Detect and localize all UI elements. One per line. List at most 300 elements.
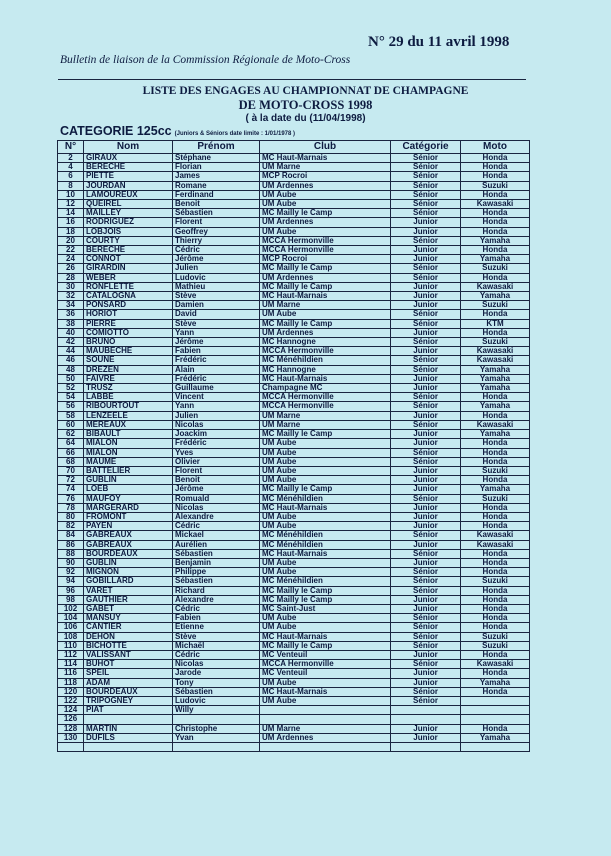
table-row bbox=[58, 292, 530, 301]
cell-categorie: Sénior bbox=[391, 531, 461, 540]
cell-club: MC Ménéhildien bbox=[260, 540, 391, 549]
cell-moto: Honda bbox=[461, 595, 530, 604]
cell-num: 94 bbox=[58, 577, 84, 586]
cell-club: MCCA Hermonville bbox=[260, 236, 391, 245]
cell-categorie: Sénior bbox=[391, 310, 461, 319]
cell-moto: Honda bbox=[461, 190, 530, 199]
table-row bbox=[58, 568, 530, 577]
cell-club: Champagne MC bbox=[260, 384, 391, 393]
cell-categorie: Sénior bbox=[391, 393, 461, 402]
cell-club: MCCA Hermonville bbox=[260, 246, 391, 255]
cell-nom: BUHOT bbox=[84, 660, 173, 669]
cell-categorie: Sénior bbox=[391, 577, 461, 586]
cell-club: MC Haut-Marnais bbox=[260, 374, 391, 383]
cell-num: 54 bbox=[58, 393, 84, 402]
cell-moto: Yamaha bbox=[461, 430, 530, 439]
cell-moto: Yamaha bbox=[461, 678, 530, 687]
cell-num: 18 bbox=[58, 227, 84, 236]
cell-moto: Suzuki bbox=[461, 641, 530, 650]
cell-nom bbox=[84, 743, 173, 752]
table-row bbox=[58, 356, 530, 365]
table-row bbox=[58, 678, 530, 687]
cell-num: 96 bbox=[58, 586, 84, 595]
cell-categorie: Junior bbox=[391, 347, 461, 356]
cell-club: UM Aube bbox=[260, 614, 391, 623]
cell-categorie: Junior bbox=[391, 246, 461, 255]
table-row bbox=[58, 604, 530, 613]
cell-num: 28 bbox=[58, 273, 84, 282]
cell-categorie: Sénior bbox=[391, 264, 461, 273]
cell-prenom: Yann bbox=[173, 328, 260, 337]
cell-num: 114 bbox=[58, 660, 84, 669]
title-line-3: ( à la date du (11/04/1998) bbox=[245, 113, 366, 124]
cell-moto: Honda bbox=[461, 623, 530, 632]
cell-nom: WEBER bbox=[84, 273, 173, 282]
cell-num: 56 bbox=[58, 402, 84, 411]
cell-moto: Yamaha bbox=[461, 292, 530, 301]
cell-nom: MANSUY bbox=[84, 614, 173, 623]
cell-club: UM Marne bbox=[260, 724, 391, 733]
cell-nom: SPEIL bbox=[84, 669, 173, 678]
cell-club: UM Ardennes bbox=[260, 181, 391, 190]
cell-nom: RONFLETTE bbox=[84, 282, 173, 291]
cell-prenom: Thierry bbox=[173, 236, 260, 245]
cell-prenom: Alain bbox=[173, 365, 260, 374]
table-row bbox=[58, 577, 530, 586]
cell-nom: MAILLEY bbox=[84, 209, 173, 218]
cell-prenom: Yves bbox=[173, 448, 260, 457]
cell-club: MC Ménéhildien bbox=[260, 494, 391, 503]
cell-nom: PIAT bbox=[84, 706, 173, 715]
cell-moto bbox=[461, 715, 530, 724]
cell-nom: BERECHE bbox=[84, 163, 173, 172]
table-row bbox=[58, 558, 530, 567]
cell-club: MC Mailly le Camp bbox=[260, 319, 391, 328]
cell-prenom: Fabien bbox=[173, 614, 260, 623]
cell-club: MC Hannogne bbox=[260, 365, 391, 374]
cell-prenom: Vincent bbox=[173, 393, 260, 402]
table-row bbox=[58, 273, 530, 282]
cell-categorie: Sénior bbox=[391, 209, 461, 218]
cell-num: 14 bbox=[58, 209, 84, 218]
cell-nom: LENZEELE bbox=[84, 411, 173, 420]
cell-prenom: Nicolas bbox=[173, 660, 260, 669]
cell-nom: GABREAUX bbox=[84, 540, 173, 549]
cell-prenom: Stéphane bbox=[173, 154, 260, 163]
cell-categorie: Junior bbox=[391, 384, 461, 393]
cell-categorie: Sénior bbox=[391, 163, 461, 172]
cell-categorie: Sénior bbox=[391, 641, 461, 650]
cell-club: MCCA Hermonville bbox=[260, 347, 391, 356]
table-header-row bbox=[58, 141, 530, 154]
cell-nom: HORIOT bbox=[84, 310, 173, 319]
table-row bbox=[58, 163, 530, 172]
cell-categorie: Sénior bbox=[391, 448, 461, 457]
cell-categorie: Junior bbox=[391, 485, 461, 494]
table-row bbox=[58, 595, 530, 604]
cell-club: UM Aube bbox=[260, 466, 391, 475]
cell-categorie: Sénior bbox=[391, 632, 461, 641]
header-prenom: Prénom bbox=[173, 141, 260, 154]
cell-num: 50 bbox=[58, 374, 84, 383]
table-row bbox=[58, 347, 530, 356]
cell-num: 26 bbox=[58, 264, 84, 273]
cell-moto: Honda bbox=[461, 310, 530, 319]
table-row bbox=[58, 586, 530, 595]
cell-categorie: Junior bbox=[391, 292, 461, 301]
cell-moto: Kawasaki bbox=[461, 660, 530, 669]
cell-club: MC Mailly le Camp bbox=[260, 595, 391, 604]
title-line-2: DE MOTO-CROSS 1998 bbox=[238, 98, 373, 112]
cell-categorie: Sénior bbox=[391, 356, 461, 365]
cell-nom: LAMOUREUX bbox=[84, 190, 173, 199]
cell-nom: BICHOTTE bbox=[84, 641, 173, 650]
cell-club: MC Venteuil bbox=[260, 650, 391, 659]
cell-club: UM Marne bbox=[260, 301, 391, 310]
header-moto: Moto bbox=[461, 141, 530, 154]
table-row bbox=[58, 310, 530, 319]
cell-prenom: Sébastien bbox=[173, 687, 260, 696]
cell-moto: Yamaha bbox=[461, 255, 530, 264]
cell-num: 6 bbox=[58, 172, 84, 181]
cell-nom: LOBJOIS bbox=[84, 227, 173, 236]
cell-prenom: Geoffrey bbox=[173, 227, 260, 236]
cell-categorie: Sénior bbox=[391, 365, 461, 374]
cell-num: 90 bbox=[58, 558, 84, 567]
table-row bbox=[58, 623, 530, 632]
cell-nom: LABBE bbox=[84, 393, 173, 402]
cell-prenom: Philippe bbox=[173, 568, 260, 577]
cell-num: 106 bbox=[58, 623, 84, 632]
cell-moto: Yamaha bbox=[461, 365, 530, 374]
cell-num: 36 bbox=[58, 310, 84, 319]
cell-moto: Honda bbox=[461, 411, 530, 420]
cell-prenom: Joackim bbox=[173, 430, 260, 439]
table-row bbox=[58, 209, 530, 218]
cell-nom: RODRIGUEZ bbox=[84, 218, 173, 227]
cell-num: 118 bbox=[58, 678, 84, 687]
cell-num: 98 bbox=[58, 595, 84, 604]
cell-moto: Honda bbox=[461, 393, 530, 402]
cell-club: MC Haut-Marnais bbox=[260, 549, 391, 558]
cell-categorie: Sénior bbox=[391, 696, 461, 705]
cell-categorie: Junior bbox=[391, 411, 461, 420]
table-row bbox=[58, 696, 530, 705]
cell-categorie: Junior bbox=[391, 604, 461, 613]
cell-categorie: Junior bbox=[391, 503, 461, 512]
cell-prenom: Cédric bbox=[173, 246, 260, 255]
cell-club: UM Aube bbox=[260, 227, 391, 236]
cell-moto bbox=[461, 706, 530, 715]
cell-moto: Honda bbox=[461, 522, 530, 531]
cell-club: MC Mailly le Camp bbox=[260, 485, 391, 494]
cell-categorie: Sénior bbox=[391, 549, 461, 558]
cell-num: 20 bbox=[58, 236, 84, 245]
cell-categorie: Sénior bbox=[391, 181, 461, 190]
cell-club: MCCA Hermonville bbox=[260, 660, 391, 669]
title-line-1: LISTE DES ENGAGES AU CHAMPIONNAT DE CHAMPAGNE bbox=[142, 85, 469, 97]
cell-prenom: Florian bbox=[173, 163, 260, 172]
cell-categorie: Sénior bbox=[391, 319, 461, 328]
cell-prenom: Etienne bbox=[173, 623, 260, 632]
cell-moto: Suzuki bbox=[461, 466, 530, 475]
cell-categorie: Junior bbox=[391, 724, 461, 733]
cell-moto: Kawasaki bbox=[461, 200, 530, 209]
cell-categorie: Junior bbox=[391, 512, 461, 521]
category-label: CATEGORIE 125cc bbox=[60, 124, 172, 138]
cell-club: MC Mailly le Camp bbox=[260, 264, 391, 273]
cell-categorie: Sénior bbox=[391, 200, 461, 209]
cell-num: 76 bbox=[58, 494, 84, 503]
cell-prenom: Richard bbox=[173, 586, 260, 595]
cell-nom: JOURDAN bbox=[84, 181, 173, 190]
cell-club: UM Aube bbox=[260, 512, 391, 521]
cell-moto: Kawasaki bbox=[461, 420, 530, 429]
cell-categorie: Junior bbox=[391, 301, 461, 310]
cell-num: 68 bbox=[58, 457, 84, 466]
cell-prenom: Florent bbox=[173, 466, 260, 475]
table-row bbox=[58, 190, 530, 199]
cell-prenom bbox=[173, 743, 260, 752]
table-row bbox=[58, 494, 530, 503]
cell-moto: Honda bbox=[461, 669, 530, 678]
cell-club: MC Ménéhildien bbox=[260, 577, 391, 586]
cell-prenom: Alexandre bbox=[173, 595, 260, 604]
cell-categorie: Sénior bbox=[391, 494, 461, 503]
header-categorie: Catégorie bbox=[391, 141, 461, 154]
cell-nom: GABET bbox=[84, 604, 173, 613]
cell-prenom: Julien bbox=[173, 411, 260, 420]
cell-moto: Honda bbox=[461, 273, 530, 282]
cell-club bbox=[260, 715, 391, 724]
cell-moto: Honda bbox=[461, 457, 530, 466]
cell-prenom: Mathieu bbox=[173, 282, 260, 291]
cell-moto: Suzuki bbox=[461, 632, 530, 641]
cell-nom: PIERRE bbox=[84, 319, 173, 328]
cell-num: 2 bbox=[58, 154, 84, 163]
cell-categorie: Junior bbox=[391, 678, 461, 687]
cell-categorie: Sénior bbox=[391, 457, 461, 466]
cell-num: 130 bbox=[58, 733, 84, 742]
cell-club: UM Aube bbox=[260, 200, 391, 209]
table-row bbox=[58, 641, 530, 650]
cell-nom: TRIPOGNEY bbox=[84, 696, 173, 705]
cell-club: UM Aube bbox=[260, 568, 391, 577]
cell-prenom: Frédéric bbox=[173, 374, 260, 383]
cell-nom: FROMONT bbox=[84, 512, 173, 521]
cell-prenom: Benoit bbox=[173, 476, 260, 485]
cell-num: 44 bbox=[58, 347, 84, 356]
cell-club: MC Ménéhildien bbox=[260, 531, 391, 540]
cell-club: MCCA Hermonville bbox=[260, 402, 391, 411]
header-nom: Nom bbox=[84, 141, 173, 154]
cell-club: MCP Rocroi bbox=[260, 255, 391, 264]
cell-num: 122 bbox=[58, 696, 84, 705]
cell-categorie: Sénior bbox=[391, 172, 461, 181]
table-row bbox=[58, 669, 530, 678]
cell-moto bbox=[461, 743, 530, 752]
cell-moto: Yamaha bbox=[461, 402, 530, 411]
cell-num: 74 bbox=[58, 485, 84, 494]
cell-club: MC Venteuil bbox=[260, 669, 391, 678]
cell-nom: BERECHE bbox=[84, 246, 173, 255]
table-row bbox=[58, 485, 530, 494]
cell-moto: Suzuki bbox=[461, 577, 530, 586]
cell-club: UM Marne bbox=[260, 420, 391, 429]
cell-prenom: Michaël bbox=[173, 641, 260, 650]
table-row bbox=[58, 466, 530, 475]
cell-num: 112 bbox=[58, 650, 84, 659]
cell-prenom: Olivier bbox=[173, 457, 260, 466]
cell-club: UM Marne bbox=[260, 411, 391, 420]
cell-moto bbox=[461, 696, 530, 705]
cell-categorie: Junior bbox=[391, 669, 461, 678]
table-row bbox=[58, 522, 530, 531]
cell-moto: Honda bbox=[461, 476, 530, 485]
cell-categorie: Junior bbox=[391, 430, 461, 439]
cell-moto: Honda bbox=[461, 604, 530, 613]
cell-club: MC Ménéhildien bbox=[260, 356, 391, 365]
cell-nom: CANTIER bbox=[84, 623, 173, 632]
cell-num: 102 bbox=[58, 604, 84, 613]
table-row bbox=[58, 650, 530, 659]
cell-club: UM Aube bbox=[260, 476, 391, 485]
table-row bbox=[58, 393, 530, 402]
cell-moto: Honda bbox=[461, 503, 530, 512]
cell-num: 22 bbox=[58, 246, 84, 255]
cell-nom: MAUME bbox=[84, 457, 173, 466]
header-club: Club bbox=[260, 141, 391, 154]
cell-num: 42 bbox=[58, 338, 84, 347]
cell-club: MC Mailly le Camp bbox=[260, 282, 391, 291]
cell-categorie: Sénior bbox=[391, 338, 461, 347]
cell-categorie: Junior bbox=[391, 540, 461, 549]
cell-moto: Suzuki bbox=[461, 494, 530, 503]
table-row bbox=[58, 549, 530, 558]
cell-club: MC Haut-Marnais bbox=[260, 292, 391, 301]
document-title bbox=[0, 84, 611, 126]
table-row bbox=[58, 328, 530, 337]
cell-prenom: Stève bbox=[173, 632, 260, 641]
cell-club: MC Haut-Marnais bbox=[260, 503, 391, 512]
cell-moto: Kawasaki bbox=[461, 347, 530, 356]
cell-club: MC Haut-Marnais bbox=[260, 687, 391, 696]
cell-num: 116 bbox=[58, 669, 84, 678]
cell-moto: Kawasaki bbox=[461, 531, 530, 540]
cell-categorie: Junior bbox=[391, 595, 461, 604]
cell-prenom: Willy bbox=[173, 706, 260, 715]
cell-prenom: Guillaume bbox=[173, 384, 260, 393]
cell-num: 82 bbox=[58, 522, 84, 531]
cell-categorie: Sénior bbox=[391, 236, 461, 245]
cell-club: MC Haut-Marnais bbox=[260, 632, 391, 641]
cell-prenom: Cédric bbox=[173, 604, 260, 613]
cell-categorie: Sénior bbox=[391, 190, 461, 199]
cell-num: 52 bbox=[58, 384, 84, 393]
cell-moto: Suzuki bbox=[461, 301, 530, 310]
cell-nom: MAUBECHE bbox=[84, 347, 173, 356]
cell-num: 30 bbox=[58, 282, 84, 291]
cell-club: MC Mailly le Camp bbox=[260, 641, 391, 650]
cell-prenom: Sébastien bbox=[173, 209, 260, 218]
cell-prenom: Ludovic bbox=[173, 273, 260, 282]
cell-nom: BATTELIER bbox=[84, 466, 173, 475]
cell-club: MC Hannogne bbox=[260, 338, 391, 347]
cell-prenom bbox=[173, 715, 260, 724]
table-row bbox=[58, 181, 530, 190]
cell-num: 72 bbox=[58, 476, 84, 485]
cell-num: 38 bbox=[58, 319, 84, 328]
table-row bbox=[58, 439, 530, 448]
cell-num: 126 bbox=[58, 715, 84, 724]
cell-moto: Honda bbox=[461, 172, 530, 181]
table-row bbox=[58, 733, 530, 742]
cell-nom: DREZEN bbox=[84, 365, 173, 374]
cell-num: 66 bbox=[58, 448, 84, 457]
cell-categorie: Junior bbox=[391, 650, 461, 659]
cell-moto: Suzuki bbox=[461, 181, 530, 190]
cell-nom: MAUFOY bbox=[84, 494, 173, 503]
cell-moto: Honda bbox=[461, 586, 530, 595]
table-row bbox=[58, 503, 530, 512]
cell-nom: MEREAUX bbox=[84, 420, 173, 429]
cell-club: MCP Rocroi bbox=[260, 172, 391, 181]
cell-prenom: Frédéric bbox=[173, 439, 260, 448]
table-row bbox=[58, 365, 530, 374]
cell-nom: SOUNE bbox=[84, 356, 173, 365]
cell-moto: Yamaha bbox=[461, 384, 530, 393]
cell-club: MC Mailly le Camp bbox=[260, 430, 391, 439]
cell-categorie: Sénior bbox=[391, 273, 461, 282]
cell-nom: GAUTHIER bbox=[84, 595, 173, 604]
table-row bbox=[58, 402, 530, 411]
cell-num: 4 bbox=[58, 163, 84, 172]
cell-nom: RIBOURTOUT bbox=[84, 402, 173, 411]
cell-num: 108 bbox=[58, 632, 84, 641]
cell-categorie: Sénior bbox=[391, 420, 461, 429]
cell-moto: Yamaha bbox=[461, 485, 530, 494]
cell-num: 84 bbox=[58, 531, 84, 540]
cell-nom: VALISSANT bbox=[84, 650, 173, 659]
cell-nom: MARGERARD bbox=[84, 503, 173, 512]
cell-categorie: Junior bbox=[391, 218, 461, 227]
cell-num: 10 bbox=[58, 190, 84, 199]
cell-categorie: Junior bbox=[391, 558, 461, 567]
cell-nom: VARET bbox=[84, 586, 173, 595]
cell-prenom: Cédric bbox=[173, 522, 260, 531]
cell-nom bbox=[84, 715, 173, 724]
table-row bbox=[58, 301, 530, 310]
cell-prenom: Tony bbox=[173, 678, 260, 687]
cell-nom: CATALOGNA bbox=[84, 292, 173, 301]
cell-prenom: Christophe bbox=[173, 724, 260, 733]
cell-moto: Honda bbox=[461, 439, 530, 448]
category-note: (Juniors & Séniors date limite : 1/01/1978 ) bbox=[174, 131, 295, 137]
cell-prenom: Yann bbox=[173, 402, 260, 411]
cell-moto: Yamaha bbox=[461, 374, 530, 383]
cell-categorie: Sénior bbox=[391, 623, 461, 632]
cell-num: 86 bbox=[58, 540, 84, 549]
cell-nom: MARTIN bbox=[84, 724, 173, 733]
cell-club: UM Aube bbox=[260, 448, 391, 457]
cell-num: 16 bbox=[58, 218, 84, 227]
cell-prenom: Cédric bbox=[173, 650, 260, 659]
cell-num: 46 bbox=[58, 356, 84, 365]
table-row bbox=[58, 172, 530, 181]
table-row bbox=[58, 457, 530, 466]
cell-categorie: Sénior bbox=[391, 687, 461, 696]
table-row bbox=[58, 715, 530, 724]
